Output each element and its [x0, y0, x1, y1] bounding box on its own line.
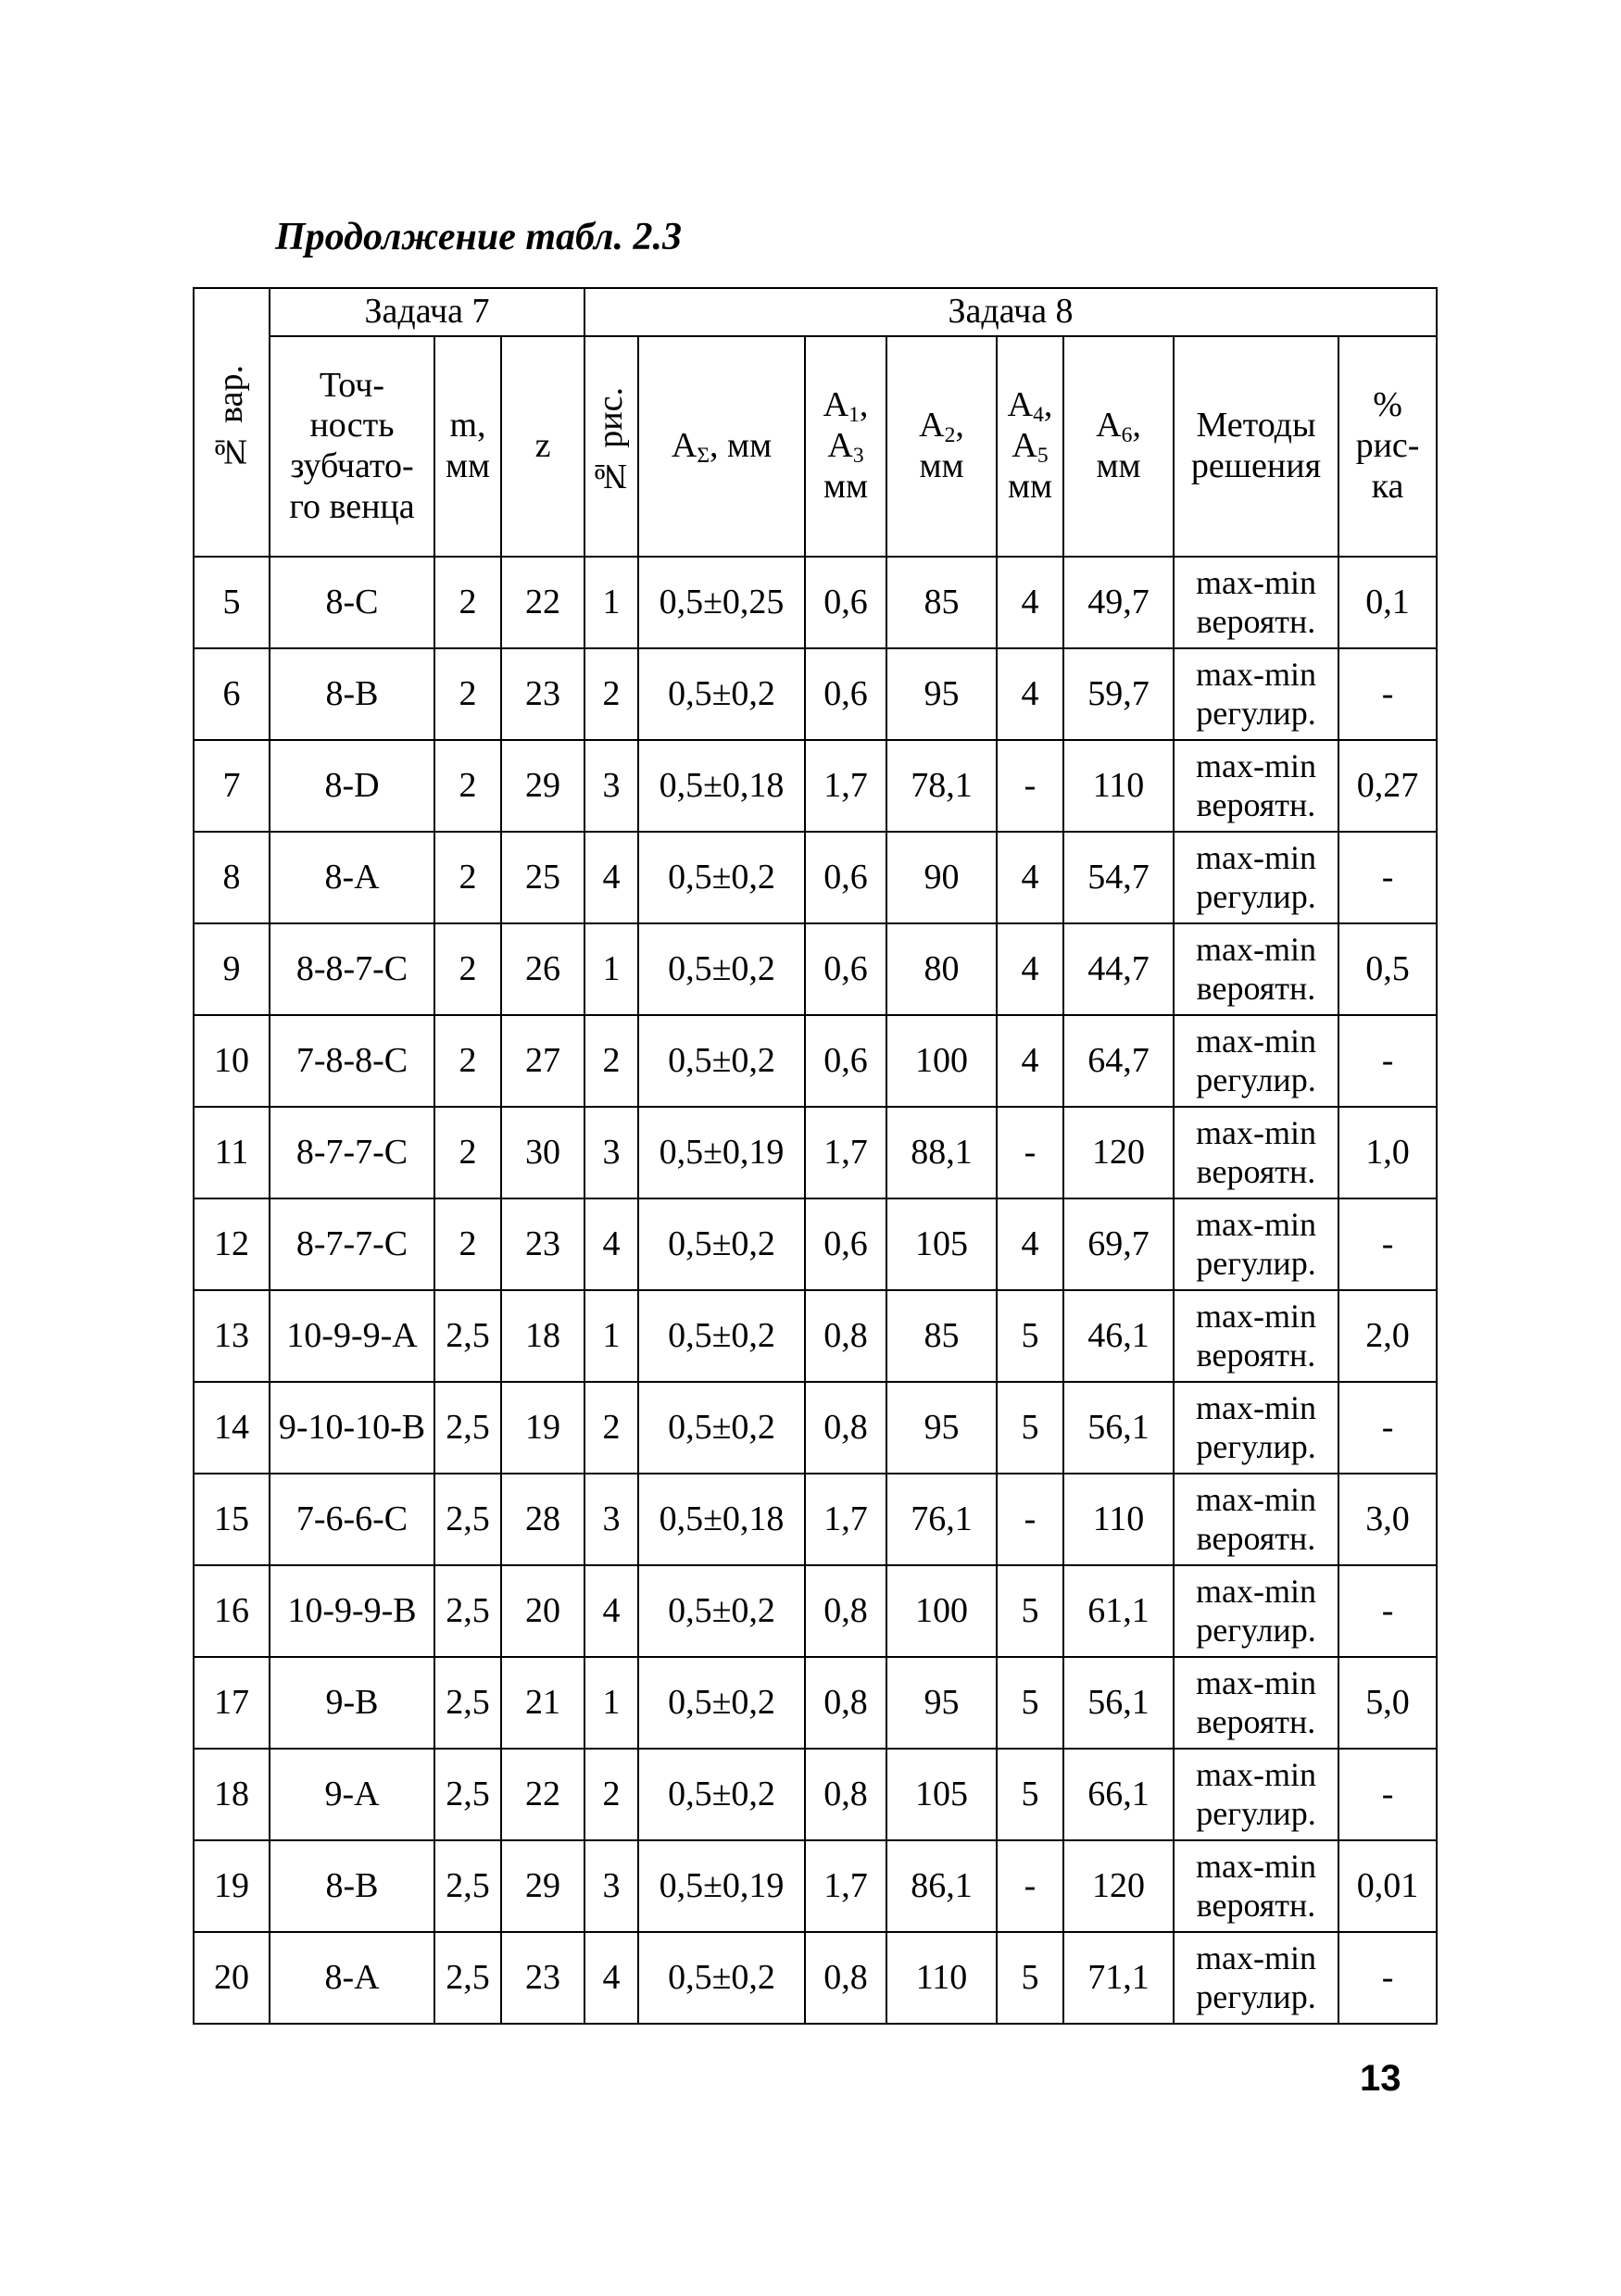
- cell-a13: 1,7: [805, 1840, 886, 1932]
- cell-var: 13: [194, 1290, 270, 1382]
- cell-asum: 0,5±0,2: [638, 1198, 805, 1290]
- cell-var: 14: [194, 1382, 270, 1474]
- cell-a45: 5: [997, 1565, 1063, 1657]
- cell-a45: 5: [997, 1657, 1063, 1749]
- cell-fig: 3: [584, 1840, 638, 1932]
- cell-risk: 1,0: [1338, 1107, 1437, 1198]
- cell-fig: 1: [584, 1290, 638, 1382]
- cell-a13: 0,8: [805, 1749, 886, 1840]
- cell-asum: 0,5±0,2: [638, 1290, 805, 1382]
- cell-m: 2,5: [434, 1932, 501, 2024]
- cell-a6: 59,7: [1063, 648, 1174, 740]
- cell-m: 2,5: [434, 1565, 501, 1657]
- cell-z: 30: [501, 1107, 584, 1198]
- cell-a13: 0,8: [805, 1290, 886, 1382]
- cell-m: 2,5: [434, 1382, 501, 1474]
- cell-a2: 95: [886, 648, 997, 740]
- cell-a13: 0,6: [805, 923, 886, 1015]
- header-asum: $A_\Sigma$, мм: [638, 336, 805, 557]
- cell-z: 22: [501, 557, 584, 648]
- cell-m: 2: [434, 1015, 501, 1107]
- cell-m: 2: [434, 832, 501, 923]
- cell-acc: 8-A: [270, 1932, 434, 2024]
- cell-a2: 80: [886, 923, 997, 1015]
- table-row: [194, 1015, 1437, 1107]
- cell-var: 10: [194, 1015, 270, 1107]
- cell-risk: 5,0: [1338, 1657, 1437, 1749]
- cell-z: 20: [501, 1565, 584, 1657]
- cell-a2: 76,1: [886, 1474, 997, 1565]
- cell-a6: 56,1: [1063, 1657, 1174, 1749]
- cell-a2: 85: [886, 557, 997, 648]
- cell-a2: 95: [886, 1657, 997, 1749]
- cell-a2: 85: [886, 1290, 997, 1382]
- cell-methods: max-min регулир.: [1174, 1198, 1338, 1290]
- cell-fig: 3: [584, 1107, 638, 1198]
- table-row: [194, 1840, 1437, 1932]
- cell-methods: max-min регулир.: [1174, 1749, 1338, 1840]
- cell-var: 19: [194, 1840, 270, 1932]
- cell-acc: 8-A: [270, 832, 434, 923]
- cell-acc: 7-6-6-C: [270, 1474, 434, 1565]
- cell-a6: 54,7: [1063, 832, 1174, 923]
- cell-asum: 0,5±0,2: [638, 923, 805, 1015]
- cell-a13: 0,6: [805, 1015, 886, 1107]
- cell-asum: 0,5±0,25: [638, 557, 805, 648]
- header-a1-a3: $A_1$, $A_3$ мм: [805, 336, 886, 557]
- cell-a6: 120: [1063, 1107, 1174, 1198]
- cell-z: 19: [501, 1382, 584, 1474]
- cell-z: 23: [501, 1932, 584, 2024]
- cell-m: 2,5: [434, 1749, 501, 1840]
- cell-risk: -: [1338, 1749, 1437, 1840]
- header-figure: [584, 336, 638, 557]
- cell-methods: max-min вероятн.: [1174, 1840, 1338, 1932]
- cell-var: 12: [194, 1198, 270, 1290]
- cell-fig: 2: [584, 1749, 638, 1840]
- cell-methods: max-min регулир.: [1174, 1015, 1338, 1107]
- cell-risk: 2,0: [1338, 1290, 1437, 1382]
- cell-fig: 2: [584, 1382, 638, 1474]
- cell-risk: -: [1338, 1015, 1437, 1107]
- cell-a13: 0,8: [805, 1932, 886, 2024]
- cell-risk: 0,27: [1338, 740, 1437, 832]
- cell-asum: 0,5±0,18: [638, 740, 805, 832]
- cell-a2: 100: [886, 1565, 997, 1657]
- cell-acc: 8-C: [270, 557, 434, 648]
- cell-risk: -: [1338, 648, 1437, 740]
- cell-var: 17: [194, 1657, 270, 1749]
- data-table: [193, 287, 1438, 2025]
- cell-m: 2: [434, 740, 501, 832]
- cell-asum: 0,5±0,2: [638, 648, 805, 740]
- cell-methods: max-min регулир.: [1174, 1382, 1338, 1474]
- cell-a13: 0,8: [805, 1382, 886, 1474]
- cell-a6: 56,1: [1063, 1382, 1174, 1474]
- cell-a2: 105: [886, 1198, 997, 1290]
- cell-var: 15: [194, 1474, 270, 1565]
- cell-a2: 88,1: [886, 1107, 997, 1198]
- cell-acc: 8-D: [270, 740, 434, 832]
- cell-fig: 3: [584, 1474, 638, 1565]
- page-number: 13: [1360, 2058, 1401, 2099]
- cell-a2: 105: [886, 1749, 997, 1840]
- cell-z: 23: [501, 648, 584, 740]
- cell-a45: 4: [997, 557, 1063, 648]
- cell-a2: 110: [886, 1932, 997, 2024]
- cell-asum: 0,5±0,2: [638, 832, 805, 923]
- header-module: m, мм: [434, 336, 501, 557]
- table-row: [194, 1198, 1437, 1290]
- cell-fig: 2: [584, 1015, 638, 1107]
- cell-fig: 1: [584, 557, 638, 648]
- cell-var: 18: [194, 1749, 270, 1840]
- cell-methods: max-min вероятн.: [1174, 923, 1338, 1015]
- cell-z: 29: [501, 1840, 584, 1932]
- table-row: [194, 832, 1437, 923]
- cell-risk: 0,1: [1338, 557, 1437, 648]
- header-variant-label: № вар.: [211, 364, 251, 470]
- cell-fig: 1: [584, 923, 638, 1015]
- cell-a45: 4: [997, 832, 1063, 923]
- cell-fig: 4: [584, 832, 638, 923]
- cell-var: 7: [194, 740, 270, 832]
- header-a2: $A_2$, мм: [886, 336, 997, 557]
- cell-a45: 4: [997, 1198, 1063, 1290]
- cell-a45: 5: [997, 1382, 1063, 1474]
- group-task7: Задача 7: [270, 288, 584, 336]
- cell-risk: -: [1338, 1932, 1437, 2024]
- cell-a6: 61,1: [1063, 1565, 1174, 1657]
- cell-fig: 2: [584, 648, 638, 740]
- cell-a13: 0,6: [805, 832, 886, 923]
- cell-acc: 8-B: [270, 1840, 434, 1932]
- cell-var: 9: [194, 923, 270, 1015]
- cell-a2: 78,1: [886, 740, 997, 832]
- table-row: [194, 557, 1437, 648]
- cell-acc: 9-B: [270, 1657, 434, 1749]
- cell-acc: 8-B: [270, 648, 434, 740]
- cell-m: 2,5: [434, 1840, 501, 1932]
- cell-asum: 0,5±0,19: [638, 1840, 805, 1932]
- table-row: [194, 1932, 1437, 2024]
- cell-var: 11: [194, 1107, 270, 1198]
- cell-a2: 95: [886, 1382, 997, 1474]
- cell-methods: max-min регулир.: [1174, 832, 1338, 923]
- cell-a6: 46,1: [1063, 1290, 1174, 1382]
- cell-acc: 8-8-7-C: [270, 923, 434, 1015]
- cell-a13: 0,8: [805, 1565, 886, 1657]
- cell-z: 27: [501, 1015, 584, 1107]
- table-row: [194, 1290, 1437, 1382]
- header-z: z: [501, 336, 584, 557]
- cell-m: 2: [434, 1198, 501, 1290]
- table-row: [194, 1107, 1437, 1198]
- cell-a13: 0,8: [805, 1657, 886, 1749]
- cell-var: 6: [194, 648, 270, 740]
- cell-a13: 0,6: [805, 648, 886, 740]
- cell-z: 28: [501, 1474, 584, 1565]
- cell-a6: 49,7: [1063, 557, 1174, 648]
- table-row: [194, 1657, 1437, 1749]
- cell-asum: 0,5±0,2: [638, 1932, 805, 2024]
- group-header-row: [194, 288, 1437, 336]
- cell-a6: 66,1: [1063, 1749, 1174, 1840]
- cell-acc: 8-7-7-C: [270, 1107, 434, 1198]
- cell-asum: 0,5±0,2: [638, 1657, 805, 1749]
- cell-m: 2: [434, 923, 501, 1015]
- cell-asum: 0,5±0,2: [638, 1015, 805, 1107]
- cell-a45: 4: [997, 1015, 1063, 1107]
- cell-fig: 3: [584, 740, 638, 832]
- cell-a6: 71,1: [1063, 1932, 1174, 2024]
- cell-a45: -: [997, 1474, 1063, 1565]
- table-row: [194, 1749, 1437, 1840]
- cell-a13: 0,6: [805, 1198, 886, 1290]
- cell-var: 8: [194, 832, 270, 923]
- cell-a13: 0,6: [805, 557, 886, 648]
- table-row: [194, 1565, 1437, 1657]
- cell-a45: -: [997, 740, 1063, 832]
- cell-fig: 4: [584, 1198, 638, 1290]
- cell-a45: 4: [997, 648, 1063, 740]
- header-accuracy: Точ- ность зубчато- го венца: [270, 336, 434, 557]
- table-row: [194, 740, 1437, 832]
- cell-asum: 0,5±0,2: [638, 1565, 805, 1657]
- cell-acc: 7-8-8-C: [270, 1015, 434, 1107]
- cell-asum: 0,5±0,2: [638, 1382, 805, 1474]
- cell-a2: 86,1: [886, 1840, 997, 1932]
- cell-asum: 0,5±0,19: [638, 1107, 805, 1198]
- cell-a45: 5: [997, 1932, 1063, 2024]
- cell-a45: -: [997, 1107, 1063, 1198]
- table-row: [194, 1382, 1437, 1474]
- cell-acc: 9-A: [270, 1749, 434, 1840]
- cell-acc: 9-10-10-B: [270, 1382, 434, 1474]
- header-risk: % рис- ка: [1338, 336, 1437, 557]
- cell-a2: 100: [886, 1015, 997, 1107]
- cell-methods: max-min вероятн.: [1174, 1657, 1338, 1749]
- cell-a45: -: [997, 1840, 1063, 1932]
- cell-fig: 4: [584, 1932, 638, 2024]
- cell-methods: max-min вероятн.: [1174, 1107, 1338, 1198]
- cell-risk: -: [1338, 1198, 1437, 1290]
- cell-a6: 120: [1063, 1840, 1174, 1932]
- header-a4-a5: $A_4$, $A_5$ мм: [997, 336, 1063, 557]
- cell-fig: 4: [584, 1565, 638, 1657]
- cell-acc: 8-7-7-C: [270, 1198, 434, 1290]
- cell-a6: 110: [1063, 1474, 1174, 1565]
- cell-m: 2,5: [434, 1657, 501, 1749]
- cell-a6: 110: [1063, 740, 1174, 832]
- cell-z: 21: [501, 1657, 584, 1749]
- cell-z: 23: [501, 1198, 584, 1290]
- cell-asum: 0,5±0,2: [638, 1749, 805, 1840]
- header-a6: $A_6$, мм: [1063, 336, 1174, 557]
- cell-asum: 0,5±0,18: [638, 1474, 805, 1565]
- cell-methods: max-min вероятн.: [1174, 740, 1338, 832]
- cell-risk: 3,0: [1338, 1474, 1437, 1565]
- table-row: [194, 1474, 1437, 1565]
- cell-var: 20: [194, 1932, 270, 2024]
- cell-methods: max-min регулир.: [1174, 648, 1338, 740]
- cell-risk: -: [1338, 832, 1437, 923]
- cell-z: 29: [501, 740, 584, 832]
- cell-z: 26: [501, 923, 584, 1015]
- cell-methods: max-min вероятн.: [1174, 1290, 1338, 1382]
- table-caption: Продолжение табл. 2.3: [275, 216, 682, 258]
- table-row: [194, 923, 1437, 1015]
- column-header-row: [194, 336, 1437, 557]
- cell-risk: -: [1338, 1565, 1437, 1657]
- cell-a6: 69,7: [1063, 1198, 1174, 1290]
- cell-methods: max-min регулир.: [1174, 1565, 1338, 1657]
- cell-acc: 10-9-9-B: [270, 1565, 434, 1657]
- cell-a13: 1,7: [805, 1107, 886, 1198]
- cell-a13: 1,7: [805, 1474, 886, 1565]
- cell-a6: 64,7: [1063, 1015, 1174, 1107]
- group-task8: Задача 8: [584, 288, 1437, 336]
- cell-m: 2,5: [434, 1474, 501, 1565]
- cell-risk: 0,01: [1338, 1840, 1437, 1932]
- cell-methods: max-min регулир.: [1174, 1932, 1338, 2024]
- header-variant: [194, 288, 270, 557]
- cell-var: 5: [194, 557, 270, 648]
- header-figure-label: № рис.: [591, 387, 631, 496]
- cell-a13: 1,7: [805, 740, 886, 832]
- cell-a45: 4: [997, 923, 1063, 1015]
- cell-z: 22: [501, 1749, 584, 1840]
- cell-z: 18: [501, 1290, 584, 1382]
- cell-a6: 44,7: [1063, 923, 1174, 1015]
- header-methods: Методы решения: [1174, 336, 1338, 557]
- cell-m: 2: [434, 557, 501, 648]
- cell-risk: -: [1338, 1382, 1437, 1474]
- cell-risk: 0,5: [1338, 923, 1437, 1015]
- cell-var: 16: [194, 1565, 270, 1657]
- cell-methods: max-min вероятн.: [1174, 557, 1338, 648]
- cell-a45: 5: [997, 1290, 1063, 1382]
- cell-a45: 5: [997, 1749, 1063, 1840]
- cell-m: 2: [434, 1107, 501, 1198]
- cell-m: 2,5: [434, 1290, 501, 1382]
- cell-a2: 90: [886, 832, 997, 923]
- cell-fig: 1: [584, 1657, 638, 1749]
- cell-acc: 10-9-9-A: [270, 1290, 434, 1382]
- cell-z: 25: [501, 832, 584, 923]
- cell-methods: max-min вероятн.: [1174, 1474, 1338, 1565]
- cell-m: 2: [434, 648, 501, 740]
- table-row: [194, 648, 1437, 740]
